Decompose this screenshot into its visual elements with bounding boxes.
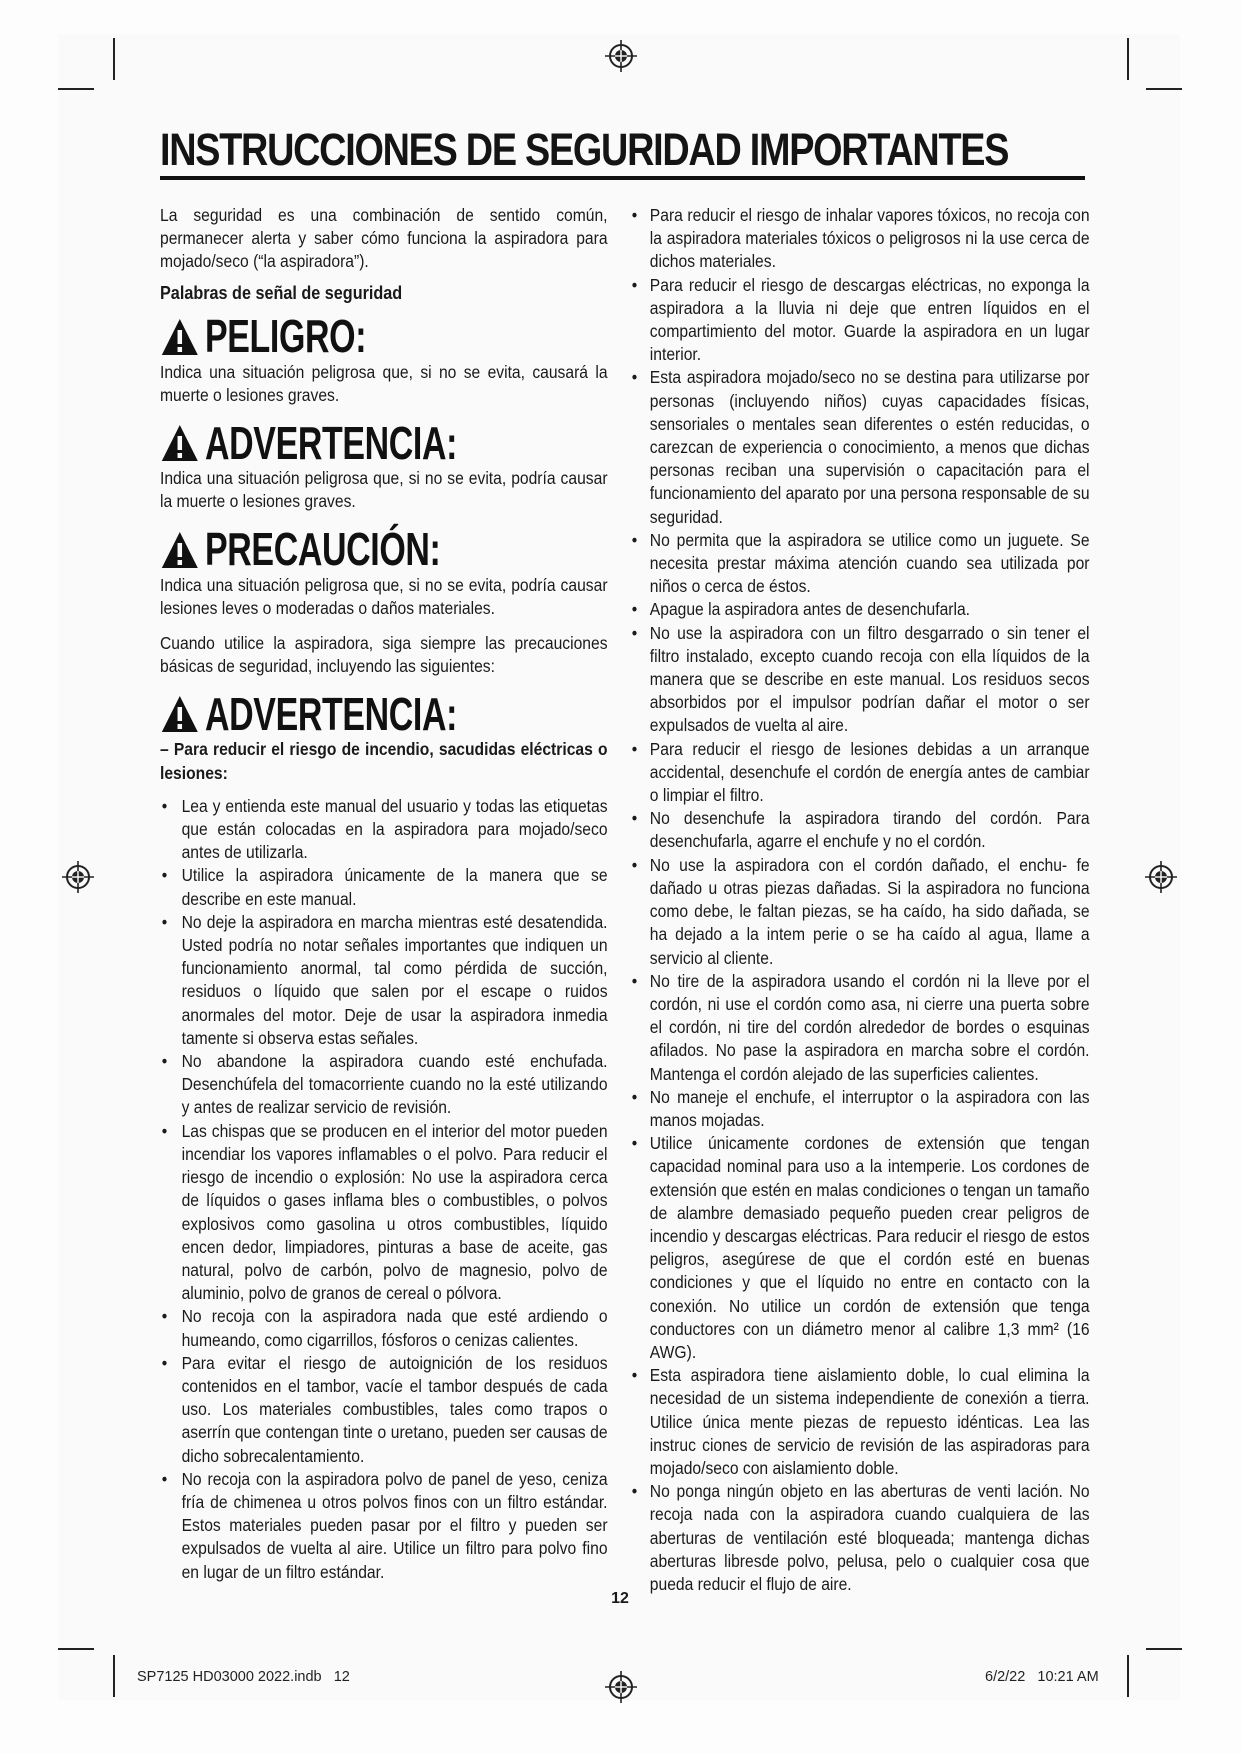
list-item: • No maneje el enchufe, el interruptor o la aspiradora con las manos mojadas. <box>630 1086 1090 1132</box>
crop-mark <box>1146 88 1182 90</box>
list-item: • Utilice únicamente cordones de extensión que tengan capacidad nominal para uso a la intemperie. Los cordones de extensión que estén en malas condiciones o tengan un tamaño de alambre demasiado pequeño pueden crear peligros de incendio y descargas eléctricas. Para reducir el riesgo de estos peligros, asegúrese de que el cordón esté en buenas condiciones y que el líquido no entre en contacto con la conexión. No utilice un cordón de extensión que tenga conductores con un diámetro menor al calibre 1,3 mm² (16 AWG). <box>630 1132 1090 1364</box>
list-item: • No deje la aspiradora en marcha mientras esté desatendida. Usted podría no notar señales importantes que indiquen un funcionamiento anormal, tal como pérdida de succión, residuos o líquido que salen por el escape o ruidos anormales del motor. Deje de usar la aspiradora inmedia tamente si observa estas señales. <box>160 911 608 1050</box>
signal-words-heading: Palabras de señal de seguridad <box>160 282 403 303</box>
main-warning-subtitle: – Para reducir el riesgo de incendio, sacudidas eléctricas o lesiones: <box>160 739 608 783</box>
right-bullet-list <box>630 204 1090 1596</box>
page-title-bar <box>160 124 1085 180</box>
caution-word: PRECAUCIÓN: <box>205 523 441 576</box>
caution-signal <box>160 523 608 576</box>
list-item: • Las chispas que se producen en el interior del motor pueden incendiar los vapores inflamables o el polvo. Para reducir el riesgo de incendio o explosión: No use la aspiradora cerca de líquidos o gases inflama bles o combustibles, o polvos explosivos como gasolina u otros combustibles, líquido encen dedor, limpiadores, pinturas a base de aceite, gas natural, polvo de carbón, polvo de magnesio, polvo de aluminio, polvo de granos de cereal o pólvora. <box>160 1120 608 1306</box>
warning-triangle-icon <box>160 530 200 570</box>
registration-mark-icon <box>1143 859 1179 895</box>
crop-mark <box>1127 1655 1129 1697</box>
danger-description: Indica una situación peligrosa que, si no se evita, causará la muerte o lesiones graves. <box>160 361 608 406</box>
warning-signal <box>160 416 608 469</box>
left-column <box>160 204 608 1584</box>
crop-mark <box>1146 1648 1182 1650</box>
intro-paragraph: La seguridad es una combinación de sentido común, permanecer alerta y saber cómo funciona la aspiradora para mojado/seco (“la aspiradora”). <box>160 205 608 272</box>
warning-description: Indica una situación peligrosa que, si no se evita, podría causar la muerte o lesiones graves. <box>160 468 608 512</box>
list-item: • No use la aspiradora con el cordón dañado, el enchu- fe dañado u otras piezas dañadas. Si la aspiradora no funciona como debe, le faltan piezas, se ha caído, ha sido dañada, se ha dejado a la intem perie o se ha caído al agua, llame a servicio al cliente. <box>630 854 1090 970</box>
list-item: • No recoja con la aspiradora polvo de panel de yeso, ceniza fría de chimenea u otros polvos finos con un filtro estándar. Estos materiales pueden pasar por el filtro y pueden ser expulsados de vuelta al aire. Utilice un filtro para polvo fino en lugar de un filtro estándar. <box>160 1468 608 1584</box>
crop-mark <box>1127 38 1129 80</box>
list-item: • Para reducir el riesgo de inhalar vapores tóxicos, no recoja con la aspiradora materiales tóxicos o peligrosos ni la use cerca de dichos materiales. <box>630 204 1090 274</box>
danger-word: PELIGRO: <box>205 310 367 363</box>
list-item: • No desenchufe la aspiradora tirando del cordón. Para desenchufarla, agarre el enchufe y no el cordón. <box>630 807 1090 853</box>
crop-mark <box>113 1655 115 1697</box>
list-item: • No tire de la aspiradora usando el cordón ni la lleve por el cordón, ni use el cordón como asa, ni cierre una puerta sobre el cordón, ni tire del cordón alrededor de bordes o esquinas afilados. No pase la aspiradora en marcha sobre el cordón. Mantenga el cordón alejado de las superficies calientes. <box>630 970 1090 1086</box>
list-item: • Para evitar el riesgo de autoignición de los residuos contenidos en el tambor, vacíe el tambor después de cada uso. Los materiales combustibles, tales como trapos o aserrín que contengan tinte o uretano, pueden ser causas de dicho sobrecalentamiento. <box>160 1352 608 1468</box>
list-item: • No recoja con la aspiradora nada que esté ardiendo o humeando, como cigarrillos, fósforos o cenizas calientes. <box>160 1305 608 1351</box>
list-item: • Esta aspiradora tiene aislamiento doble, lo cual elimina la necesidad de un sistema independiente de conexión a tierra. Utilice única mente piezas de repuesto idénticas. Lea las instruc ciones de servicio de revisión de las aspiradoras para mojado/seco con aislamiento doble. <box>630 1364 1090 1480</box>
list-item: • Apague la aspiradora antes de desenchufarla. <box>630 598 1090 621</box>
main-warning-word: ADVERTENCIA: <box>205 687 458 740</box>
crop-mark <box>58 88 94 90</box>
warning-triangle-icon <box>160 423 200 463</box>
list-item: • No permita que la aspiradora se utilice como un juguete. Se necesita prestar máxima atención cuando sea utilizada por niños o cerca de éstos. <box>630 529 1090 599</box>
list-item: • Esta aspiradora mojado/seco no se destina para utilizarse por personas (incluyendo niños) cuyas capacidades físicas, sensoriales o mentales sean diferentes o estén reducidas, o carezcan de experiencia o conocimiento, a menos que dichas personas reciban una supervisión o capacitación para el funcionamiento del aparato por una persona responsable de su seguridad. <box>630 366 1090 528</box>
warning-word: ADVERTENCIA: <box>205 416 458 469</box>
crop-mark <box>113 38 115 80</box>
warning-triangle-icon <box>160 317 200 357</box>
list-item: • No abandone la aspiradora cuando esté enchufada. Desenchúfela del tomacorriente cuando no la esté utilizando y antes de realizar servicio de revisión. <box>160 1050 608 1120</box>
registration-mark-icon <box>60 859 96 895</box>
left-bullet-list <box>160 795 608 1584</box>
crop-mark <box>58 1648 94 1650</box>
caution-description: Indica una situación peligrosa que, si no se evita, podría causar lesiones leves o moderadas o daños materiales. <box>160 574 608 618</box>
page-number: 12 <box>611 1590 629 1607</box>
list-item: • Para reducir el riesgo de descargas eléctricas, no exponga la aspiradora a la lluvia ni deje que entren líquidos en el compartimiento del motor. Guarde la aspiradora en un lugar interior. <box>630 274 1090 367</box>
right-column <box>630 204 1090 1596</box>
list-item: • Lea y entienda este manual del usuario y todas las etiquetas que están colocadas en la aspiradora para mojado/seco antes de utilizarla. <box>160 795 608 865</box>
danger-signal <box>160 310 608 363</box>
footer-file-info: SP7125 HD03000 2022.indb 12 <box>137 1669 350 1685</box>
usage-note: Cuando utilice la aspiradora, siga siempre las precauciones básicas de seguridad, incluyendo las siguientes: <box>160 633 608 677</box>
list-item: • Utilice la aspiradora únicamente de la manera que se describe en este manual. <box>160 864 608 910</box>
registration-mark-icon <box>603 1669 639 1705</box>
main-warning-signal <box>160 687 608 740</box>
list-item: • Para reducir el riesgo de lesiones debidas a un arranque accidental, desenchufe el cordón de energía antes de cambiar o limpiar el filtro. <box>630 738 1090 808</box>
page-title: INSTRUCCIONES DE SEGURIDAD IMPORTANTES <box>160 124 1009 175</box>
registration-mark-icon <box>603 38 639 74</box>
footer-datetime: 6/2/22 10:21 AM <box>985 1669 1099 1685</box>
warning-triangle-icon <box>160 694 200 734</box>
list-item: • No use la aspiradora con un filtro desgarrado o sin tener el filtro instalado, excepto cuando recoja con ella líquidos de la manera que se describe en este manual. Los residuos secos absorbidos por el impulsor podrían dañar el motor o ser expulsados de vuelta al aire. <box>630 622 1090 738</box>
list-item: • No ponga ningún objeto en las aberturas de venti lación. No recoja nada con la aspiradora cuando cualquiera de las aberturas de ventilación esté bloqueada; mantenga dichas aberturas libresde polvo, pelusa, pelo o cualquier cosa que pueda reducir el flujo de aire. <box>630 1480 1090 1596</box>
